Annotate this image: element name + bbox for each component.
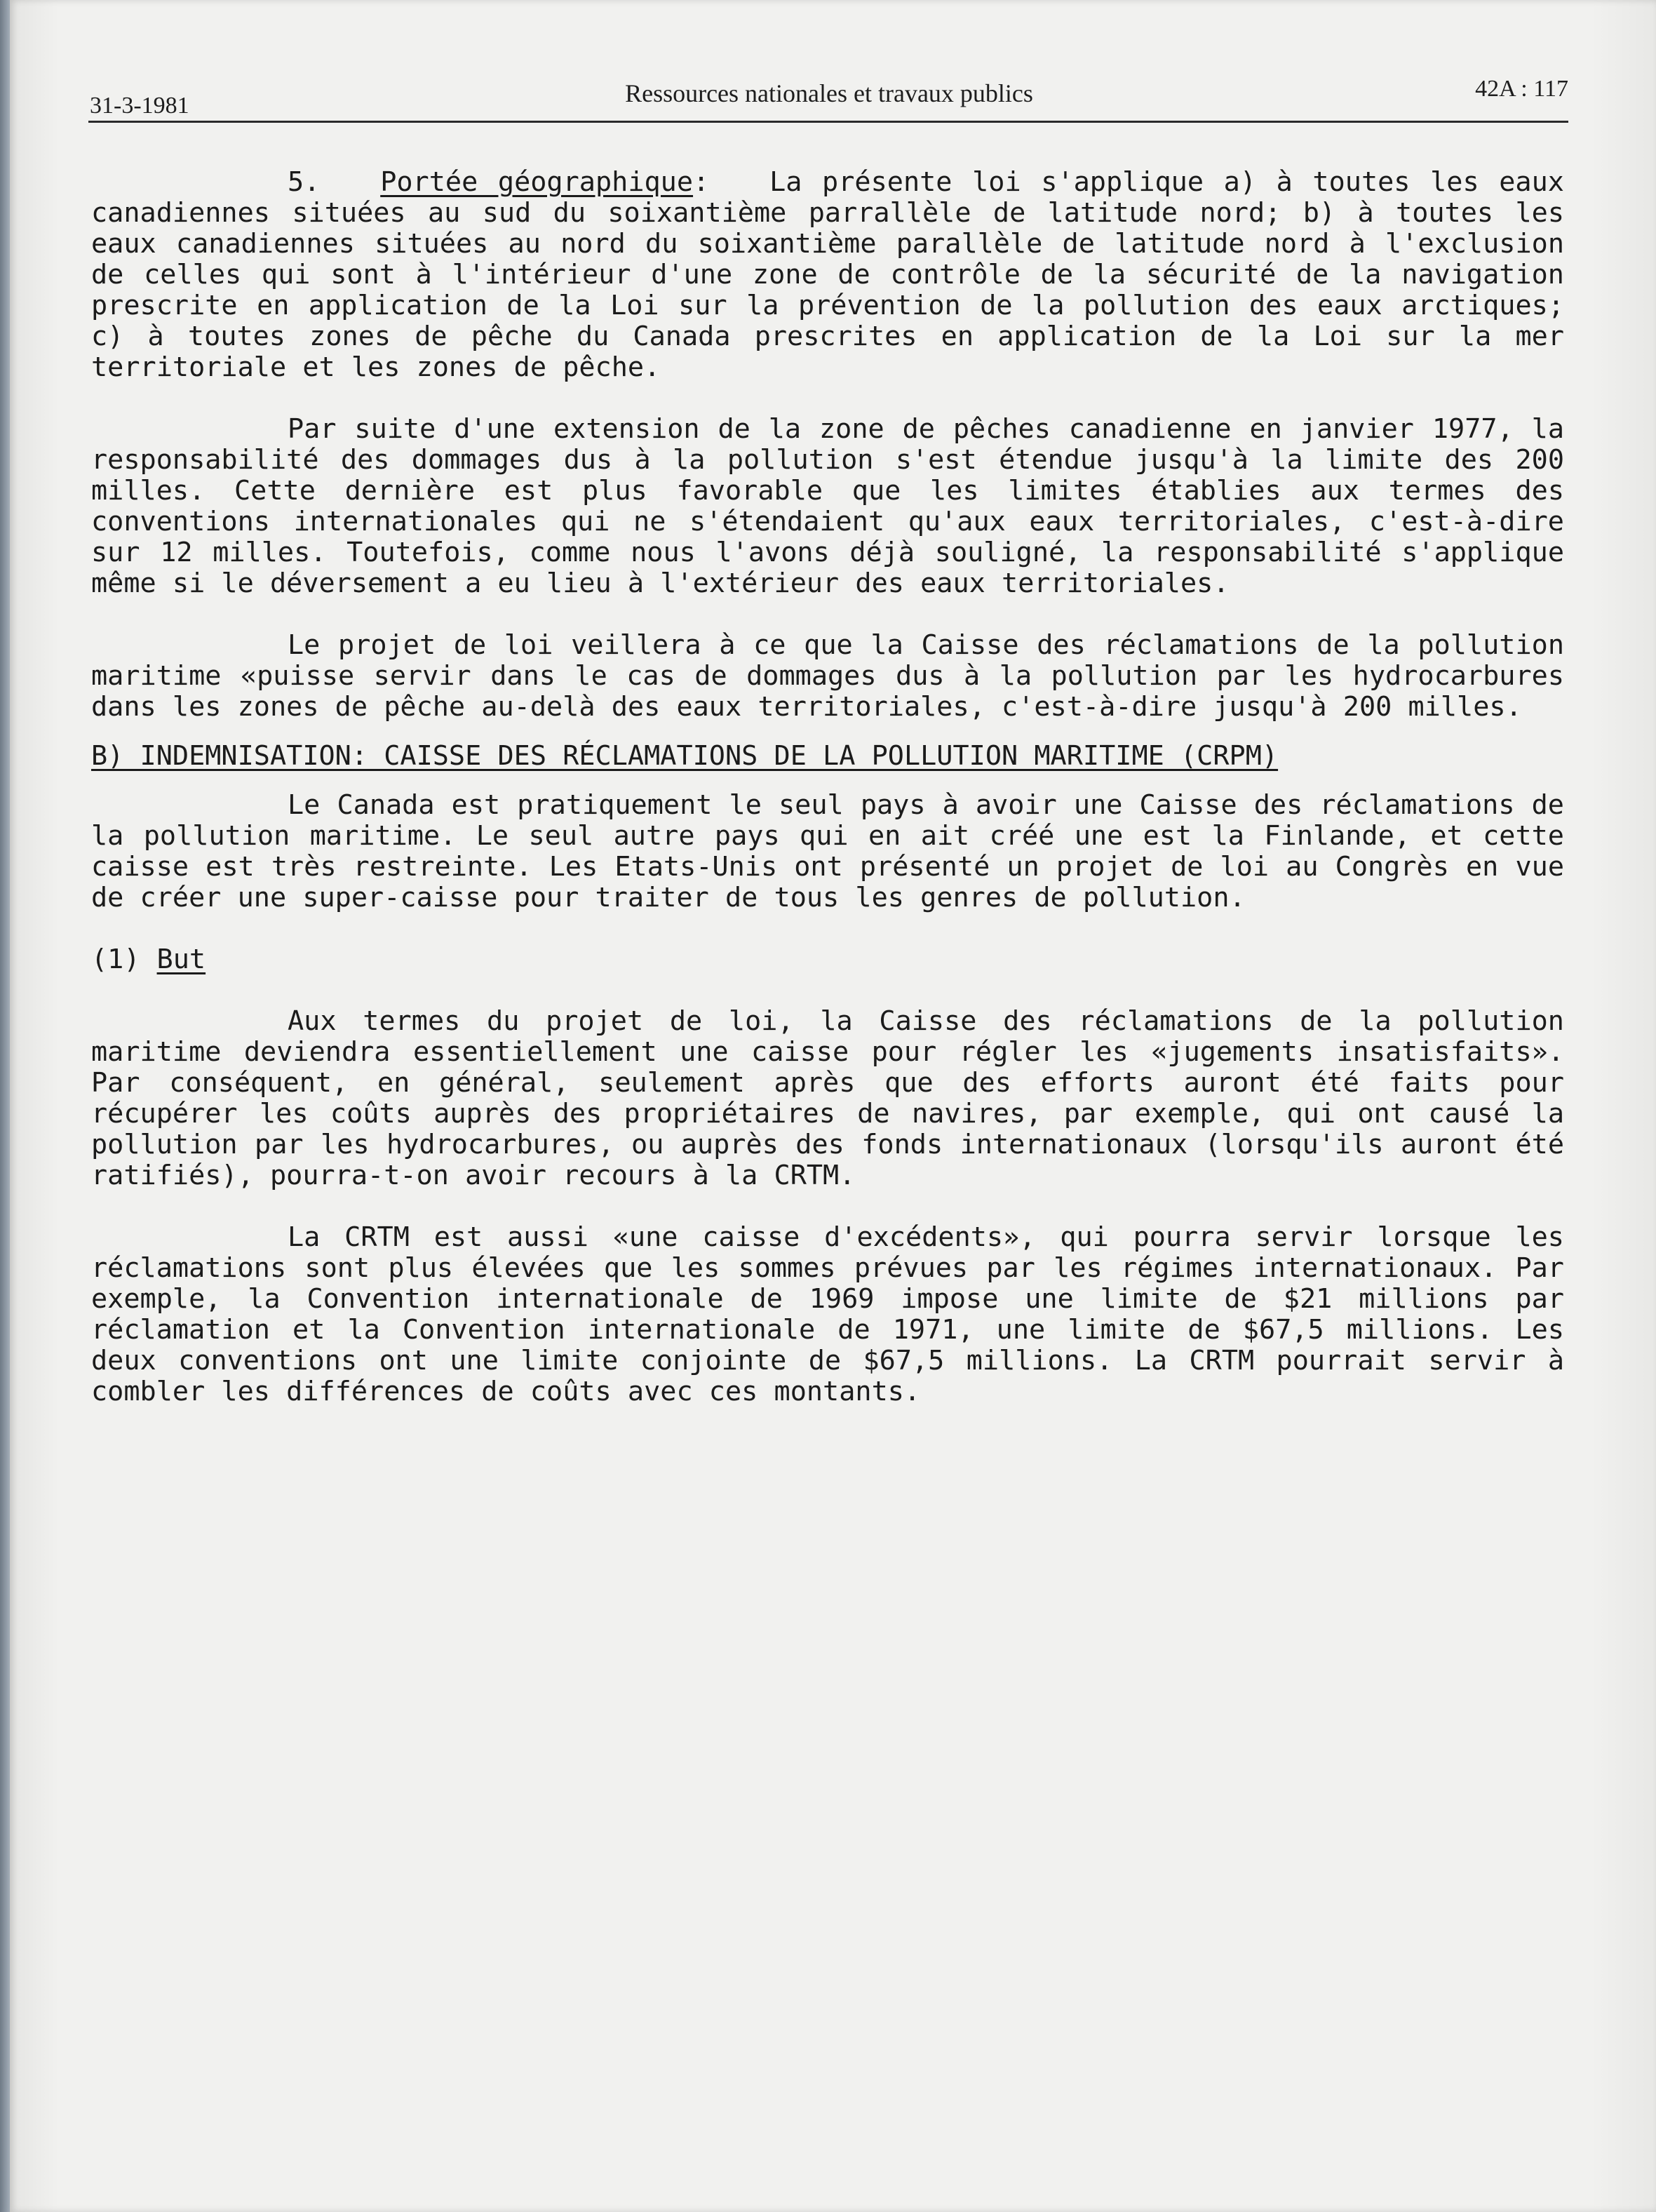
header-title: Ressources nationales et travaux publics [625, 79, 1033, 107]
section-b-paragraph: Le Canada est pratiquement le seul pays à avoir une Caisse des réclamations de la pollution maritime. Le seul autre pays qui en ait créé une est la Finlande, et cette caisse est très restreinte. Les Etats-Unis ont présenté un projet de loi au Congrès en vue de créer une super-caisse pour traiter de tous les genres de pollution. [91, 789, 1564, 913]
section-5-number: 5. [288, 166, 321, 198]
section-5-paragraph [91, 167, 1564, 383]
section-b-heading: B) INDEMNISATION: CAISSE DES RÉCLAMATIONS DE LA POLLUTION MARITIME (CRPM) [91, 740, 1279, 772]
section-5-heading: Portée géographique [380, 166, 694, 198]
subsection-1-paragraph-1: Aux termes du projet de loi, la Caisse des réclamations de la pollution maritime deviendra essentiellement une caisse pour régler les «jugements insatisfaits». Par conséquent, en général, seulement après que des efforts auront été faits pour récupérer les coûts auprès des propriétaires de navires, par exemple, qui ont causé la pollution par les hydrocarbures, ou auprès des fonds internationaux (lorsqu'ils auront été ratifiés), pourra-t-on avoir recours à la CRTM. [91, 1005, 1564, 1191]
subsection-1-heading [91, 944, 1564, 975]
subsection-1-number: (1) [91, 944, 140, 975]
paragraph-projet-de-loi: Le projet de loi veillera à ce que la Caisse des réclamations de la pollution maritime «puisse servir dans le cas de dommages dus à la pollution par les hydrocarbures dans les zones de pêche au-delà des eaux territoriales, c'est-à-dire jusqu'à 200 milles. [91, 629, 1564, 723]
page-header [90, 76, 1568, 125]
document-body [91, 167, 1564, 1407]
subsection-1-title: But [156, 944, 206, 975]
header-date: 31-3-1981 [90, 93, 189, 119]
header-rule [88, 121, 1568, 123]
header-page-number: 42A : 117 [1475, 76, 1568, 102]
section-5-text: La présente loi s'applique a) à toutes les eaux canadiennes situées au sud du soixantième parrallèle de latitude nord; b) à toutes les eaux canadiennes situées au nord du soixantième parallèle de latitude nord à l'exclusion de celles qui sont à l'intérieur d'une zone de contrôle de la sécurité de la navigation prescrite en application de la Loi sur la prévention de la pollution des eaux arctiques; c) à toutes zones de pêche du Canada prescrites en application de la Loi sur la mer territoriale et les zones de pêche. [91, 166, 1564, 383]
binding-edge [0, 0, 10, 2212]
subsection-1-paragraph-2: La CRTM est aussi «une caisse d'excédents», qui pourra servir lorsque les réclamations sont plus élevées que les sommes prévues par les régimes internationaux. Par exemple, la Convention internationale de 1969 impose une limite de $21 millions par réclamation et la Convention internationale de 1971, une limite de $67,5 millions. Les deux conventions ont une limite conjointe de $67,5 millions. La CRTM pourrait servir à combler les différences de coûts avec ces montants. [91, 1221, 1564, 1407]
section-5-colon: : [693, 166, 710, 198]
paragraph-zone-extension: Par suite d'une extension de la zone de pêches canadienne en janvier 1977, la responsabilité des dommages dus à la pollution s'est étendue jusqu'à la limite des 200 milles. Cette dernière est plus favorable que les limites établies aux termes des conventions internationales qui ne s'étendaient qu'aux eaux territoriales, c'est-à-dire sur 12 milles. Toutefois, comme nous l'avons déjà souligné, la responsabilité s'applique même si le déversement a eu lieu à l'extérieur des eaux territoriales. [91, 413, 1564, 599]
